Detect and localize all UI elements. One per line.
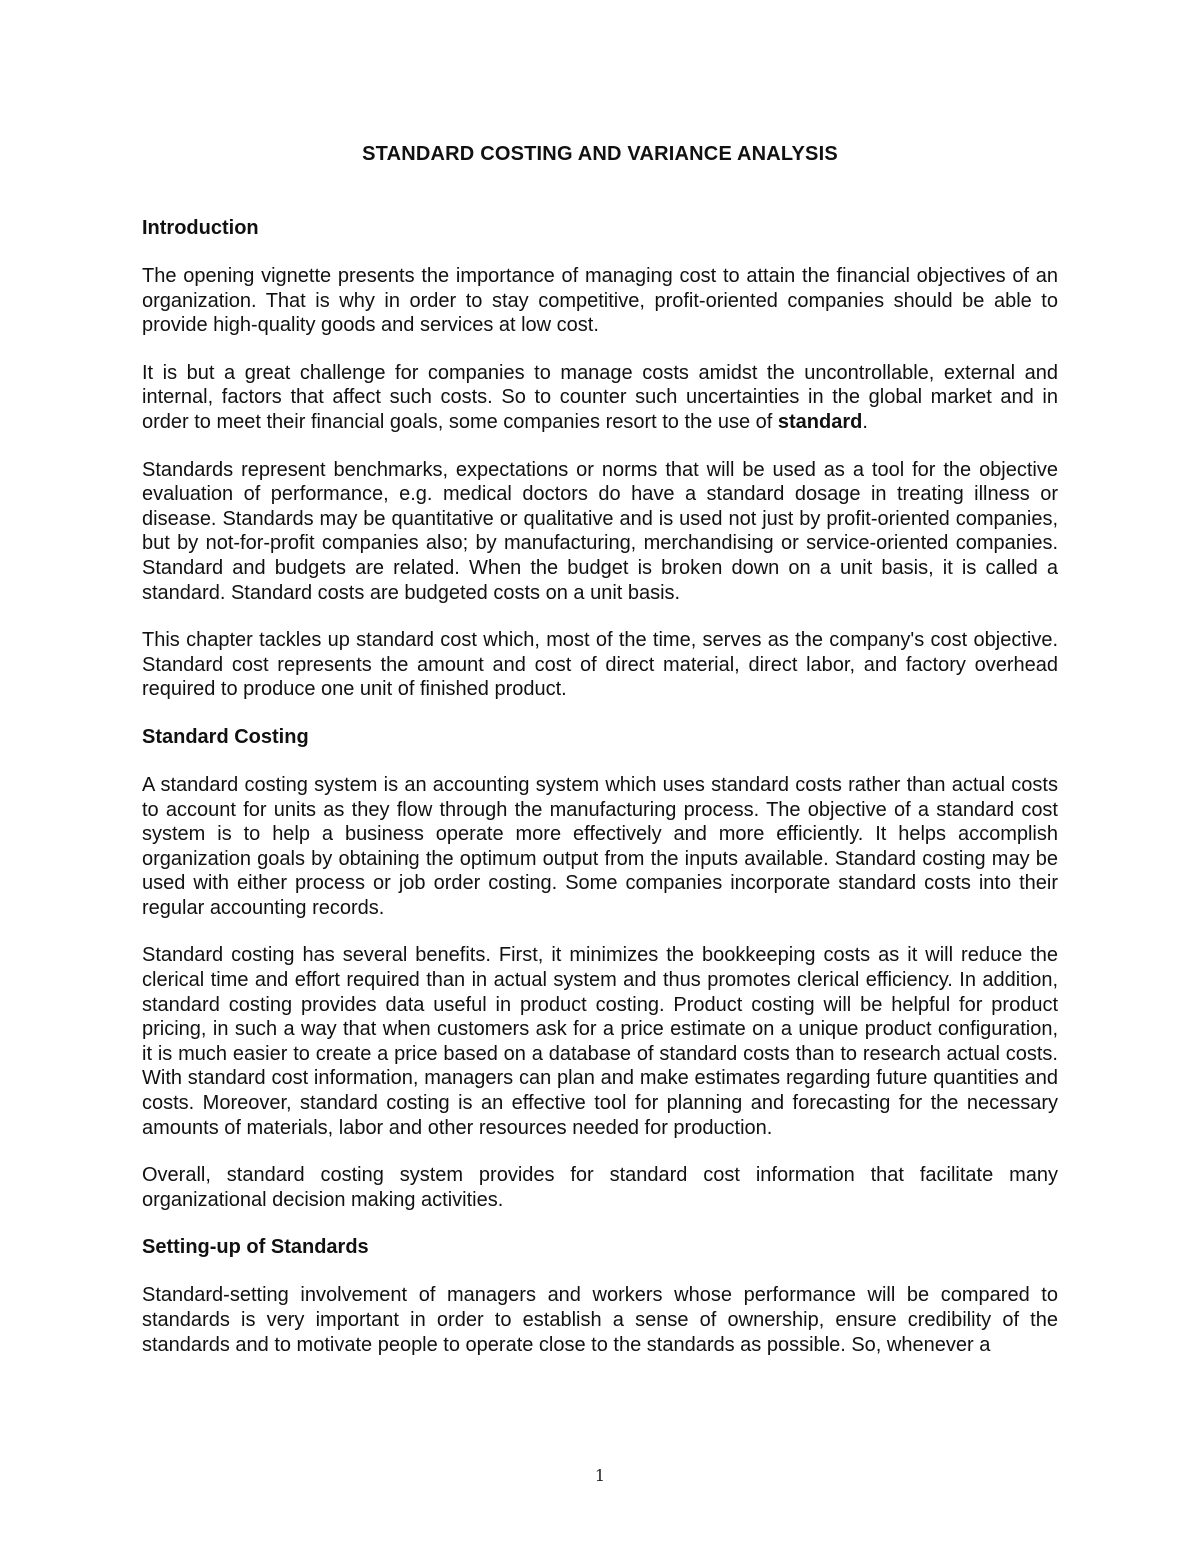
section-heading-standard-costing: Standard Costing (142, 725, 309, 748)
section-heading-setting-up-standards: Setting-up of Standards (142, 1236, 369, 1259)
paragraph-intro-3: Standards represent benchmarks, expectations or norms that will be used as a tool for the objective evaluation of performance, e.g. medical doctors do have a standard dosage in treating illness or disease. Standards may be quantitative or qualitative and is used not just by profit-oriented companies, but by not-for-profit companies also; by manufacturing, merchandising or service-oriented companies. Standard and budgets are related. When the budget is broken down on a unit basis, it is called a standard. Standard costs are budgeted costs on a unit basis. (142, 458, 1058, 604)
emphasis-standard: standard (777, 410, 863, 433)
page-number: 1 (594, 1466, 606, 1485)
paragraph-intro-2-text: It is but a great challenge for companies to manage costs amidst the uncontrollable, external and internal, factors that affect such costs. So to counter such uncertainties in the global market and in order to meet their financial goals, some companies resort to the use of (142, 361, 1058, 433)
paragraph-costing-3: Overall, standard costing system provides for standard cost information that facilitate many organizational decision making activities. (142, 1164, 1058, 1211)
section-heading-introduction: Introduction (142, 217, 259, 239)
paragraph-costing-1: A standard costing system is an accounting system which uses standard costs rather than actual costs to account for units as they flow through the manufacturing process. The objective of a standard cost system is to help a business operate more effectively and more efficiently. It helps accomplish organization goals by obtaining the optimum output from the inputs available. Standard costing may be used with either process or job order costing. Some companies incorporate standard costs into their regular accounting records. (142, 773, 1058, 919)
paragraph-intro-2-end: . (862, 410, 868, 433)
paragraph-costing-2: Standard costing has several benefits. First, it minimizes the bookkeeping costs as it will reduce the clerical time and effort required than in actual system and thus promotes clerical efficiency. In addition, standard costing provides data useful in product costing. Product costing will be helpful for product pricing, in such a way that when customers ask for a price estimate on a unique product configuration, it is much easier to create a price based on a database of standard costs than to research actual costs. With standard cost information, managers can plan and make estimates regarding future quantities and costs. Moreover, standard costing is an effective tool for planning and forecasting for the necessary amounts of materials, labor and other resources needed for production. (142, 944, 1058, 1139)
paragraph-setting-1: Standard-setting involvement of managers and workers whose performance will be compared to standards is very important in order to establish a sense of ownership, ensure credibility of the standards and to motivate people to operate close to the standards as possible. So, whenever a (142, 1284, 1058, 1356)
paragraph-intro-4: This chapter tackles up standard cost which, most of the time, serves as the company's cost objective. Standard cost represents the amount and cost of direct material, direct labor, and factory overhead required to produce one unit of finished product. (142, 629, 1058, 701)
paragraph-intro-1: The opening vignette presents the importance of managing cost to attain the financial objectives of an organization. That is why in order to stay competitive, profit-oriented companies should be able to provide high-quality goods and services at low cost. (142, 265, 1058, 337)
paragraph-intro-2 (142, 361, 1058, 435)
document-title: STANDARD COSTING AND VARIANCE ANALYSIS (362, 143, 838, 165)
